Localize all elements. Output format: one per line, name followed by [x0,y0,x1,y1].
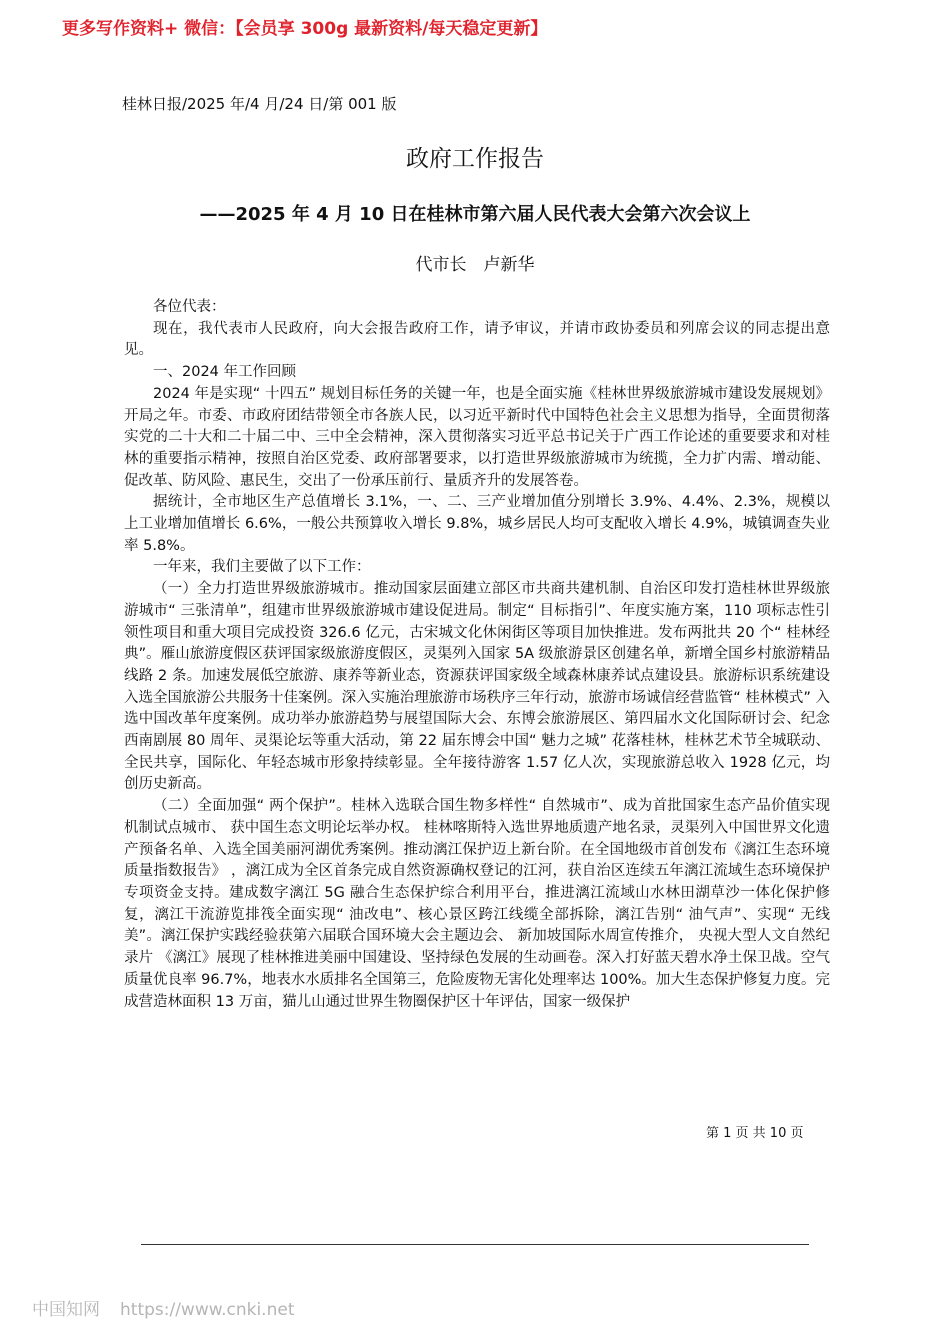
paragraph: （二）全面加强“ 两个保护”。桂林入选联合国生物多样性“ 自然城市”、成为首批国家生态产品价值实现机制试点城市、 获中国生态文明论坛举办权。 桂林喀斯特入选世界地质遗产地名录，灵渠列入中国世界文化遗产预备名单、入选全国美丽河湖优秀案例。推动漓江保护迈上新台阶。在全国地级市首创发布《漓江生态环境质量指数报告》 ，漓江成为全区首条完成自然资源确权登记的江河，获自治区连续五年漓江流域生态环境保护专项资金支持。建成数字漓江 5G 融合生态保护综合利用平台，推进漓江流域山水林田湖草沙一体化保护修复，漓江干流游览排筏全面实现“ 油改电”、核心景区跨江线缆全部拆除，漓江告别“ 油气声”、实现“ 无线美”。漓江保护实践经验获第六届联合国环境大会主题边会、 新加坡国际水周宣传推介， 央视大型人文自然纪录片 《漓江》展现了桂林推进美丽中国建设、坚持绿色发展的生动画卷。深入打好蓝天碧水净土保卫战。空气质量优良率 96.7%，地表水水质排名全国第三，危险废物无害化处理率达 100%。加大生态保护修复力度。完成营造林面积 13 万亩，猫儿山通过世界生物圈保护区十年评估，国家一级保护 [124,798,830,1010]
paragraph: 2024 年是实现“ 十四五” 规划目标任务的关键一年，也是全面实施《桂林世界级旅游城市建设发展规划》开局之年。市委、市政府团结带领全市各族人民，以习近平新时代中国特色社会主义思想为指导，全面贯彻落实党的二十大和二十届二中、三中全会精神，深入贯彻落实习近平总书记关于广西工作论述的重要要求和对桂林的重要指示精神，按照自治区党委、政府部署要求，以打造世界级旅游城市为统揽，全力扩内需、增动能、促改革、防风险、惠民生，交出了一份承压前行、量质齐升的发展答卷。 [124,385,830,489]
watermark-url: https://www.cnki.net [120,1300,295,1320]
watermark [32,1295,294,1320]
paragraph: 一、2024 年工作回顾 [153,364,297,381]
document-title: 政府工作报告 [406,146,544,172]
document-subtitle: ——2025 年 4 月 10 日在桂林市第六届人民代表大会第六次会议上 [199,204,751,225]
source-line: 桂林日报/2025 年/4 月/24 日/第 001 版 [122,95,397,113]
paragraph: （一）全力打造世界级旅游城市。推动国家层面建立部区市共商共建机制、自治区印发打造桂林世界级旅游城市“ 三张清单”，组建市世界级旅游城市建设促进局。制定“ 目标指引”、年度实施方案，110 项标志性引领性项目和重大项目完成投资 326.6 亿元，古宋城文化休闲街区等项目加快推进。发布两批共 20 个“ 桂林经典”。雁山旅游度假区获评国家级旅游度假区，灵渠列入国家 5A 级旅游景区创建名单，新增全国乡村旅游精品线路 2 条。加速发展低空旅游、康养等新业态，资源获评国家级全域森林康养试点建设县。旅游标识系统建设入选全国旅游公共服务十佳案例。深入实施治理旅游市场秩序三年行动，旅游市场诚信经营监管“ 桂林模式” 入选中国改革年度案例。成功举办旅游趋势与展望国际大会、东博会旅游展区、第四届水文化国际研讨会、纪念西南剧展 80 周年、灵渠论坛等重大活动，第 22 届东博会中国“ 魅力之城” 花落桂林，桂林艺术节全城联动、全民共享，国际化、年轻态城市形象持续彰显。全年接待游客 1.57 亿人次，实现旅游总收入 1928 亿元，均创历史新高。 [124,581,830,793]
paragraph: 现在，我代表市人民政府，向大会报告政府工作，请予审议，并请市政协委员和列席会议的同志提出意见。 [124,320,830,359]
paragraph: 各位代表： [153,299,226,315]
body-text [124,297,830,1013]
promo-banner: 更多写作资料+ 微信：【会员享 300g 最新资料/每天稳定更新】 [62,19,548,39]
speaker-line: 代市长 卢新华 [415,255,535,275]
footer-divider [141,1244,809,1245]
paragraph: 一年来，我们主要做了以下工作： [153,559,371,576]
paragraph: 据统计，全市地区生产总值增长 3.1%，一、二、三产业增加值分别增长 3.9%、4.4%、2.3%，规模以上工业增加值增长 6.6%，一般公共预算收入增长 9.8%，城乡居民人均可支配收入增长 4.9%，城镇调查失业率 5.8%。 [124,494,830,554]
page-number: 第 1 页 共 10 页 [706,1126,804,1141]
watermark-site-name: 中国知网 [32,1300,100,1320]
